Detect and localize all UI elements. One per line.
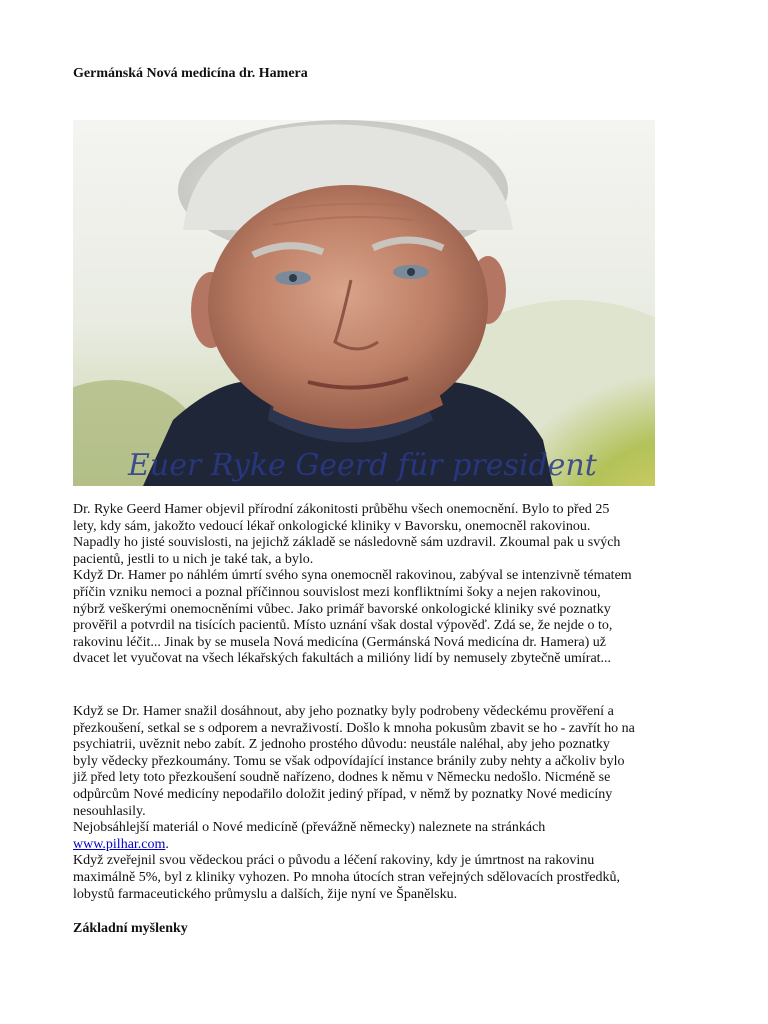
text-line: již před lety toto přezkoušení soudně nařízeno, dodnes k němu v Německu nedošlo. Nicméně se	[73, 770, 611, 786]
text-line: lobystů farmaceutického průmyslu a dalších, žije nyní ve Španělsku.	[73, 886, 458, 902]
text-line: nýbrž veškerými onemocněními vůbec. Jako primář bavorské onkologické kliniky své poznatky	[73, 601, 611, 617]
text-line: pacientů, jestli to u nich je také tak, a bylo.	[73, 551, 314, 567]
text-line: příčin vzniku nemoci a poznal příčinnou souvislost mezi konfliktními šoky a nejen rakovinou,	[73, 584, 601, 600]
text-line: maximálně 5%, byl z kliniky vyhozen. Po mnoha útocích stran veřejných sdělovacích prostředků,	[73, 869, 621, 885]
text-line: Nejobsáhlejší materiál o Nové medicíně (převážně německy) naleznete na stránkách	[73, 820, 546, 836]
text-line: lety, kdy sám, jakožto vedoucí lékař onkologické kliniky v Bavorsku, onemocněl rakovinou.	[73, 518, 591, 534]
section-heading: Základní myšlenky	[73, 921, 188, 936]
text-line: nesouhlasily.	[73, 803, 146, 819]
text-line: Když zveřejnil svou vědeckou práci o původu a léčení rakoviny, kdy je úmrtnost na rakovinu	[73, 853, 595, 869]
portrait-photo	[73, 120, 655, 486]
text-line: psychiatrii, uvěznit nebo zabít. Z jednoho prostého důvodu: neustále naléhal, aby jeho poznatky	[73, 737, 610, 753]
text-line: Dr. Ryke Geerd Hamer objevil přírodní zákonitosti průběhu všech onemocnění. Bylo to před 25	[73, 502, 610, 517]
signature-text: Euer Ryke Geerd für president	[128, 448, 597, 483]
pilhar-link[interactable]: www.pilhar.com	[73, 836, 166, 852]
text-line: přezkoušení, setkal se s odporem a nevraživostí. Došlo k mnoha pokusům zbavit se ho - zavřít ho na	[73, 720, 635, 736]
paragraph-1	[73, 502, 713, 668]
link-line	[73, 837, 713, 854]
paragraph-2	[73, 704, 713, 903]
text-line: odpůrcům Nové medicíny nepodařilo doložit jediný případ, v němž by poznatky Nové medicíny	[73, 786, 613, 802]
text-line: prověřil a potvrdil na tisících pacientů. Místo uznání však dostal výpověď. Zdá se, že nejde o to,	[73, 618, 613, 634]
text-line: byly vědecky přezkoumány. Tomu se však odpovídající instance bránily zuby nehty a ačkoliv bylo	[73, 753, 625, 769]
link-suffix: .	[165, 836, 169, 852]
text-line: Napadly ho jisté souvislosti, na jejichž základě se následovně sám uzdravil. Zkoumal pak u svých	[73, 535, 621, 551]
text-line: Když Dr. Hamer po náhlém úmrtí svého syna onemocněl rakovinou, zabýval se intenzivně tématem	[73, 568, 632, 584]
page-title: Germánská Nová medicína dr. Hamera	[73, 66, 308, 81]
text-line: dvacet let vyučovat na všech lékařských fakultách a milióny lidí by nemusely zbytečně umírat...	[73, 651, 612, 667]
text-line: rakovinu léčit... Jinak by se musela Nová medicína (Germánská Nová medicína dr. Hamera) už	[73, 634, 606, 650]
text-line: Když se Dr. Hamer snažil dosáhnout, aby jeho poznatky byly podrobeny vědeckému prověření a	[73, 704, 614, 719]
